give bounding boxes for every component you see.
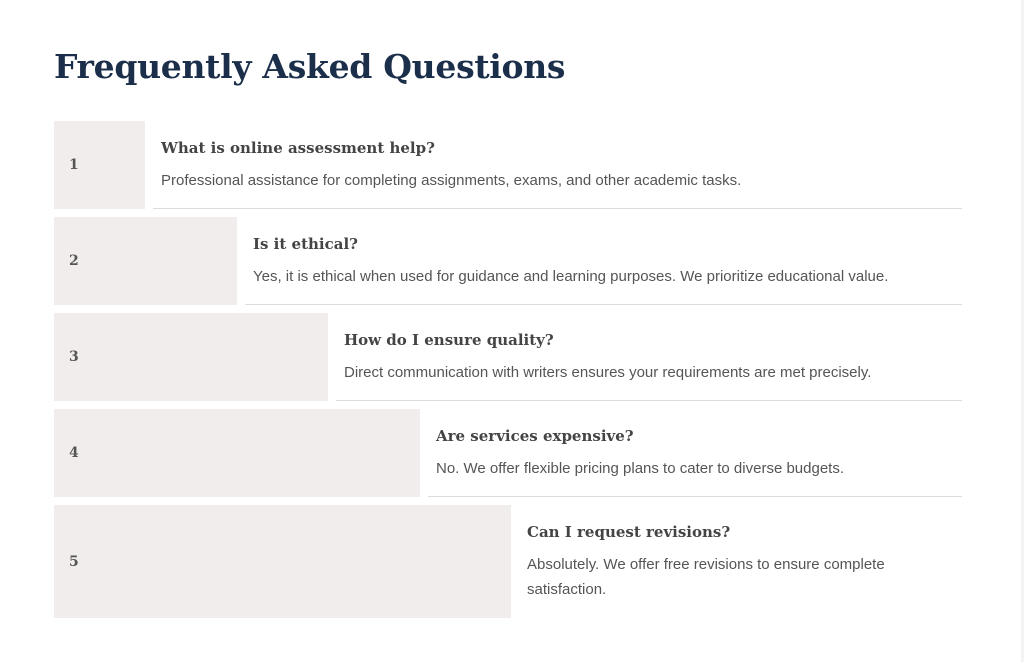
faq-number-box: 4 — [54, 409, 420, 497]
faq-content — [428, 409, 962, 497]
faq-answer: Direct communication with writers ensures your requirements are met precisely. — [344, 364, 872, 381]
faq-item-1[interactable] — [54, 121, 962, 209]
faq-answer: Absolutely. We offer free revisions to ensure complete satisfaction. — [527, 556, 885, 598]
faq-item-2[interactable] — [54, 217, 962, 305]
page-title: Frequently Asked Questions — [54, 47, 566, 86]
faq-content — [153, 121, 962, 209]
faq-content — [336, 313, 962, 401]
faq-question: Are services expensive? — [436, 427, 634, 445]
faq-question: How do I ensure quality? — [344, 331, 554, 349]
faq-content — [519, 505, 962, 618]
faq-question: Can I request revisions? — [527, 523, 731, 541]
faq-question: Is it ethical? — [253, 235, 358, 253]
faq-item-4[interactable] — [54, 409, 962, 497]
faq-number-box: 1 — [54, 121, 145, 209]
faq-answer: Professional assistance for completing assignments, exams, and other academic tasks. — [161, 172, 742, 189]
faq-list — [54, 121, 962, 618]
faq-number-box: 2 — [54, 217, 237, 305]
faq-item-5[interactable] — [54, 505, 962, 618]
faq-answer: No. We offer flexible pricing plans to cater to diverse budgets. — [436, 460, 844, 477]
faq-answer: Yes, it is ethical when used for guidance and learning purposes. We prioritize educational value. — [253, 268, 889, 285]
faq-item-3[interactable] — [54, 313, 962, 401]
faq-content — [245, 217, 962, 305]
faq-question: What is online assessment help? — [161, 139, 435, 157]
faq-number-box: 3 — [54, 313, 328, 401]
faq-number-box: 5 — [54, 505, 511, 618]
